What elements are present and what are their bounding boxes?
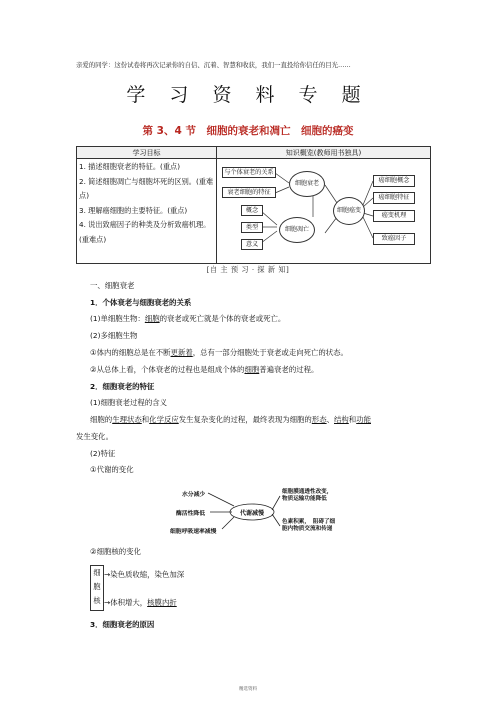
page-footer: 精选资料 <box>239 687 257 692</box>
paragraph: ②细胞核的变化 <box>90 547 141 556</box>
paragraph: 发生变化。 <box>76 432 113 441</box>
map-box-cancer-features: 癌细胞特征 <box>373 192 415 204</box>
goal-item: 3. 理解癌细胞的主要特征。(重点) <box>79 205 188 215</box>
map-box-mechanism: 癌变机理 <box>373 210 415 222</box>
meta-right-2: 色素积累， 阻碍了细 胞内物质交流和传递 <box>282 519 336 532</box>
paragraph: ①代谢的变化 <box>90 465 134 474</box>
paragraph: (2)特征 <box>90 449 116 458</box>
chapter-heading: 第 3、4 节 细胞的衰老和凋亡 细胞的癌变 <box>142 125 354 137</box>
goal-item: 2. 简述细胞凋亡与细胞坏死的区别。(重难点) <box>79 176 214 200</box>
goals-header: 学习目标 <box>77 147 217 159</box>
meta-right-1: 细胞膜通透性改变， 物质运输功能降低 <box>282 489 333 502</box>
meta-left-1: 水分减少 <box>182 492 206 498</box>
nucleus-row-1: →染色质收缩，染色加深 <box>104 570 185 579</box>
intro-text: 亲爱的同学：这份试卷将再次记录你的自信、沉着、智慧和收获，我们一直投给你信任的目光…… <box>76 61 351 69</box>
meta-center: 代谢减慢 <box>239 510 264 517</box>
paragraph: ①体内的细胞总是在不断更新着，总有一部分细胞处于衰老或走向死亡的状态。 <box>90 348 348 357</box>
map-box-carcinogens: 致癌因子 <box>373 233 415 245</box>
paragraph: (1)单细胞生物：细胞的衰老或死亡就是个体的衰老或死亡。 <box>90 314 286 323</box>
meta-left-3: 细胞呼吸速率减慢 <box>170 529 217 535</box>
map-circle-apoptosis: 细胞凋亡 <box>279 217 315 243</box>
goal-item: 4. 说出致癌因子的种类及分析致癌机理。(重难点) <box>79 220 211 244</box>
subsection-heading: 1．个体衰老与细胞衰老的关系 <box>90 298 192 307</box>
map-box-relation: 与个体衰老的关系 <box>222 167 276 178</box>
paragraph: (2)多细胞生物 <box>90 331 138 340</box>
nucleus-label-box: 细 胞 核 <box>90 565 104 611</box>
meta-left-2: 酶活性降低 <box>176 511 205 517</box>
paragraph: (1)细胞衰老过程的含义 <box>90 398 167 407</box>
concept-map-cell <box>217 159 431 264</box>
goal-item: 1. 描述细胞衰老的特征。(重点) <box>79 162 181 171</box>
paragraph: 细胞的生理状态和化学反应发生复杂变化的过程，最终表现为细胞的形态、结构和功能 <box>90 415 371 424</box>
overview-header: 知识概览(教师用书独具) <box>217 147 431 159</box>
preview-heading: [自 主 预 习 · 探 新 知] <box>206 265 290 274</box>
section-heading: 一、细胞衰老 <box>90 281 135 290</box>
subsection-heading: 2．细胞衰老的特征 <box>90 382 155 391</box>
concept-map <box>217 159 430 263</box>
map-circle-cancer: 细胞癌变 <box>333 197 365 225</box>
nucleus-diagram <box>90 565 220 611</box>
nucleus-row-2: →体积增大，核膜内折 <box>104 598 177 607</box>
map-box-type: 类型 <box>241 222 263 233</box>
map-box-meaning: 意义 <box>241 239 263 250</box>
map-box-features: 衰老细胞的特征 <box>222 187 276 198</box>
paragraph: ②从总体上看，个体衰老的过程也是组成个体的细胞普遍衰老的过程。 <box>90 365 319 374</box>
map-circle-aging: 细胞衰老 <box>289 171 325 197</box>
metabolism-diagram <box>168 486 368 536</box>
page-title: 学 习 资 料 专 题 <box>126 84 370 106</box>
goals-cell <box>77 159 217 264</box>
goals-table <box>76 146 431 264</box>
subsection-heading: 3．细胞衰老的原因 <box>90 620 155 629</box>
map-box-concept: 概念 <box>241 205 263 216</box>
map-box-cancer-concept: 癌细胞概念 <box>373 175 415 187</box>
